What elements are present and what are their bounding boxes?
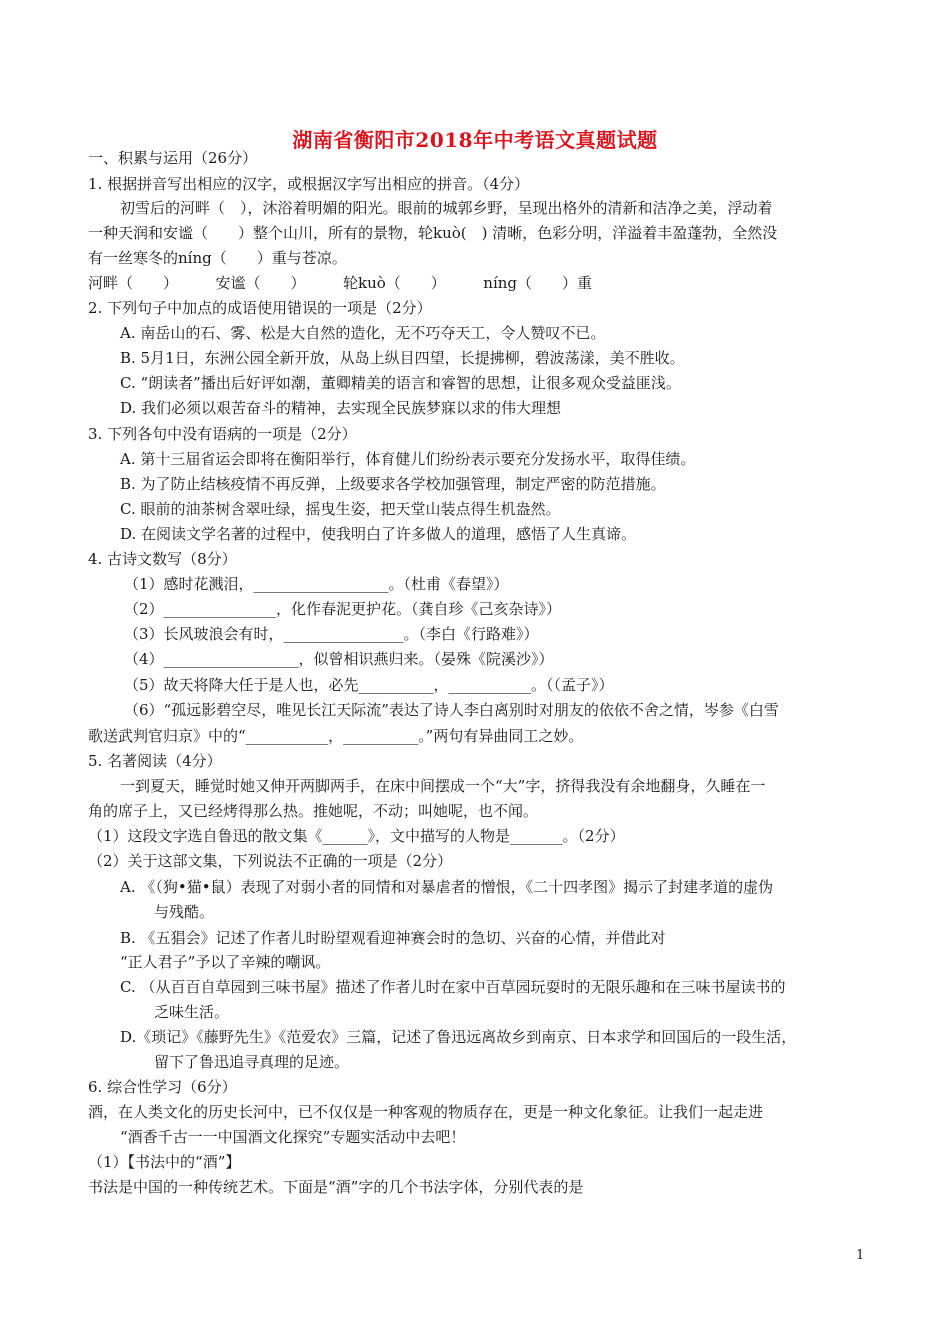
option-c: C. “朗读者”播出后好评如潮，董卿精美的语言和睿智的思想，让很多观众受益匪浅。 (120, 374, 681, 392)
poem-item: （2）_______________，化作春泥更护花。（龚自珍《己亥杂诗》） (124, 600, 562, 618)
poem-item: （3）长风玻浪会有时，________________。（李白《行路难》） (124, 625, 539, 643)
option-b: B. 5月1日，东洲公园全新开放，从岛上纵目四望，长提拂柳，碧波荡漾，美不胜收。 (120, 349, 685, 367)
option-c: C. 眼前的油茶树含翠吐绿，摇曳生姿，把天堂山装点得生机盎然。 (120, 500, 561, 518)
section-heading: 一、积累与运用（26分） (88, 149, 258, 167)
question-2: 2. 下列句子中加点的成语使用错误的一项是（2分） (88, 299, 432, 317)
passage-line: 初雪后的河畔（ ），沐浴着明媚的阳光。眼前的城郭乡野，呈现出格外的清新和洁净之美，浮动着 (120, 199, 773, 217)
sub-question: （1）【书法中的“酒”】 (88, 1153, 241, 1171)
option-d: D. 在阅读文学名著的过程中，使我明白了许多做人的道理，感悟了人生真谛。 (120, 525, 637, 543)
question-4: 4. 古诗文数写（8分） (88, 550, 237, 568)
option-d-cont: 留下了鲁迅追寻真理的足迹。 (154, 1053, 350, 1071)
passage-line: “酒香千古一一中国酒文化探究”专题实活动中去吧！ (120, 1128, 466, 1146)
poem-item: （1）感时花溅泪，__________________。（杜甫《春望》） (124, 575, 509, 593)
answer-blanks: 河畔（ ） 安谧（ ） 轮kuò（ ） níng（ ）重 (88, 274, 593, 292)
passage-line: 酒，在人类文化的历史长河中，已不仅仅是一种客观的物质存在，更是一种文化象征。让我们一起走进 (88, 1103, 764, 1121)
option-d: D.《琐记》《藤野先生》《范爱农》三篇，记述了鲁迅远离故乡到南京、日本求学和回国后的一段生活， (120, 1028, 797, 1046)
question-6: 6. 综合性学习（6分） (88, 1078, 237, 1096)
passage-line: 一种天润和安谧（ ）整个山川，所有的景物，轮kuò( ) 清晰，色彩分明，洋溢着丰盈蓬勃，全然没 (88, 224, 778, 242)
passage-line: 一到夏天，睡觉时她又伸开两脚两手，在床中间摆成一个“大”字，挤得我没有余地翻身，久睡在一 (120, 777, 766, 795)
option-a-cont: 与残酷。 (154, 903, 215, 921)
option-a: A. 《（狗•猫•鼠）表现了对弱小者的同情和对暴虐者的憎恨，《二十四孝图》揭示了封建孝道的虚伪 (120, 878, 774, 896)
poem-item: （5）故天将降大任于是人也，必先__________，___________。（（孟子》） (124, 676, 614, 694)
option-d: D. 我们必须以艰苦奋斗的精神，去实现全民族梦寐以求的伟大理想 (120, 399, 562, 417)
sub-question: （2）关于这部文集，下列说法不正确的一项是（2分） (88, 852, 453, 870)
question-1: 1. 根据拼音写出相应的汉字，或根据汉字写出相应的拼音。（4分） (88, 175, 530, 193)
option-c: C. （从百百自草园到三味书屋》描述了作者儿时在家中百草园玩耍时的无限乐趣和在三味书屋读书的 (120, 978, 786, 996)
passage-line: 有一丝寒冬的níng（ ）重与苍凉。 (88, 249, 347, 267)
question-5: 5. 名著阅读（4分） (88, 752, 222, 770)
sub-question: （1）这段文字选自鲁迅的散文集《______》，文中描写的人物是_______。（2分） (88, 827, 625, 845)
option-c-cont: 乏味生活。 (154, 1003, 230, 1021)
option-b-cont: “正人君子”予以了辛辣的嘲讽。 (120, 953, 331, 971)
question-3: 3. 下列各句中没有语病的一项是（2分） (88, 425, 357, 443)
option-b: B. 为了防止结核疫情不再反弹，上级要求各学校加强管理，制定严密的防范措施。 (120, 475, 666, 493)
option-a: A. 第十三届省运会即将在衡阳举行，体育健儿们纷纷表示要充分发扬水平，取得佳绩。 (120, 450, 696, 468)
passage-line: 书法是中国的一种传统艺术。下面是“酒”字的几个书法字体，分别代表的是 (88, 1178, 584, 1196)
poem-item: （4）__________________，似曾相识燕归来。（晏殊《院溪沙》） (124, 650, 554, 668)
option-b: B. 《五猖会》记述了作者儿时盼望观看迎神赛会时的急切、兴奋的心情，并借此对 (120, 929, 666, 947)
page-title: 湖南省衡阳市2018年中考语文真题试题 (292, 128, 658, 152)
poem-item: （6）“孤远影碧空尽，唯见长江天际流”表达了诗人李白离别时对朋友的依依不舍之情，岑参《白雪 (124, 701, 779, 719)
passage-line: 角的席子上，又已经烤得那么热。推她呢，不动；叫她呢，也不闻。 (88, 802, 539, 820)
poem-item: 歌送武判官归京》中的“___________，__________。”两句有异曲同工之妙。 (88, 727, 584, 745)
page-number: 1 (856, 1248, 865, 1263)
option-a: A. 南岳山的石、雾、松是大自然的造化，无不巧夺天工，令人赞叹不已。 (120, 324, 606, 342)
